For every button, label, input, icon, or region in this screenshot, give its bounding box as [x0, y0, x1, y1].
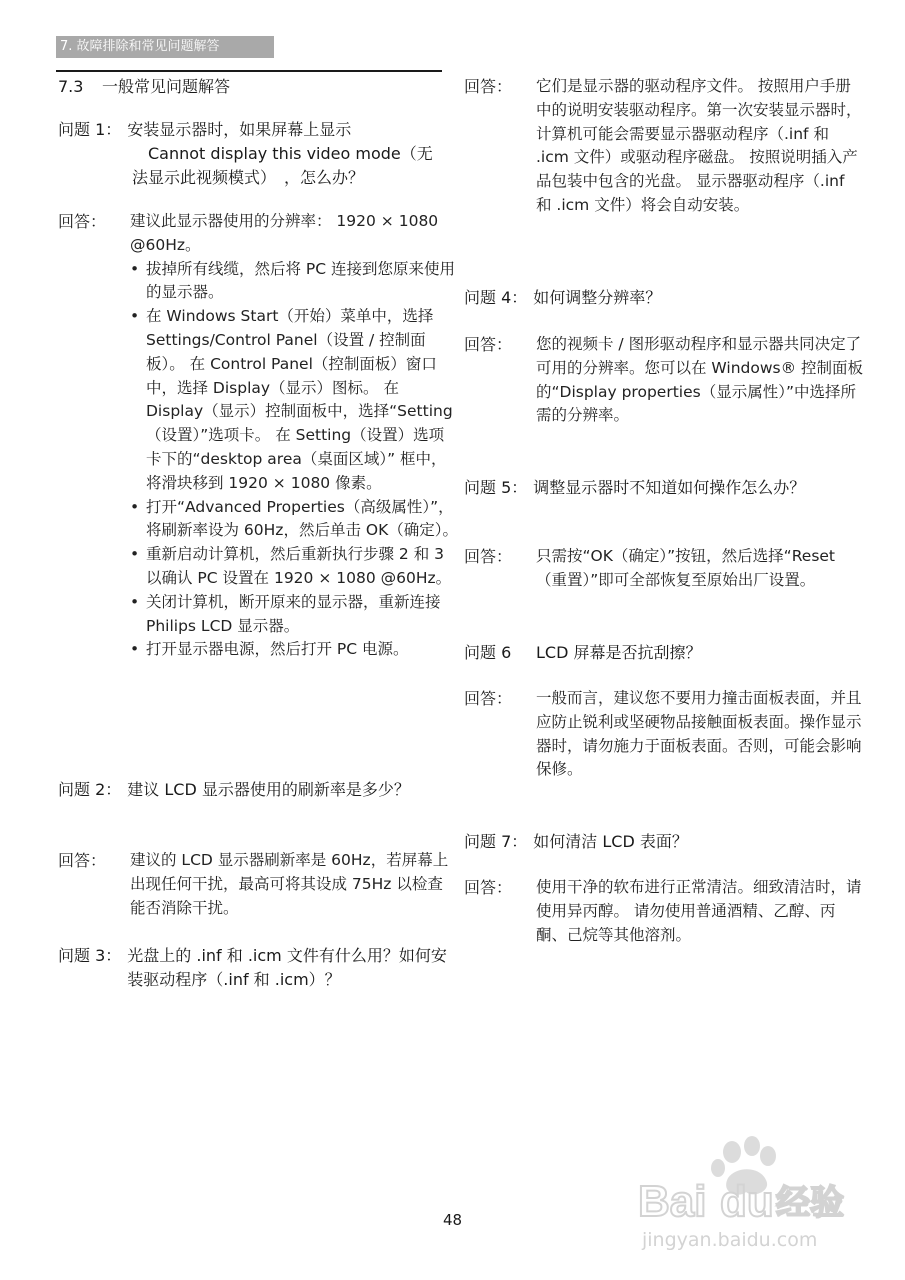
question-label: 问题 3： — [58, 946, 122, 965]
answer-3 — [464, 75, 864, 218]
answer-label: 回答： — [58, 212, 107, 231]
answer-6 — [464, 687, 864, 782]
answer-text: 一般而言，建议您不要用力撞击面板表面，并且应防止锐利或坚硬物品接触面板表面。操作显示器时，请勿施力于面板表面。否则，可能会影响保修。 — [536, 689, 862, 779]
question-label: 问题 4： — [464, 288, 528, 307]
baidu-watermark-logo — [636, 1132, 866, 1252]
question-text: 如何调整分辨率？ — [533, 288, 662, 307]
question-label: 问题 5： — [464, 478, 528, 497]
answer-label: 回答： — [464, 77, 513, 96]
question-1 — [58, 118, 458, 190]
question-text-line: 法显示此视频模式） ，怎么办？ — [132, 168, 365, 187]
chapter-tab: 7. 故障排除和常见问题解答 — [56, 36, 274, 58]
answer-text: 它们是显示器的驱动程序文件。 按照用户手册中的说明安装驱动程序。第一次安装显示器时，计算机可能会需要显示器驱动程序（.inf 和 .icm 文件）或驱动程序磁盘。 按照说明插入产品包装中包含的光盘。 显示器驱动程序（.inf 和 .icm 文件）将会自动安装。 — [536, 77, 862, 214]
question-text-line: Cannot display this video mode（无 — [148, 144, 433, 163]
question-text: 安装显示器时，如果屏幕上显示 — [127, 120, 352, 139]
answer-text: 您的视频卡 / 图形驱动程序和显示器共同决定了可用的分辨率。您可以在 Windows® 控制面板的“Display properties（显示属性）”中选择所需的分辨率。 — [536, 335, 864, 425]
answer-label: 回答： — [464, 335, 513, 354]
answer-1 — [58, 210, 458, 662]
question-2 — [58, 778, 458, 802]
question-3 — [58, 944, 458, 992]
section-title — [58, 76, 230, 98]
svg-text:Bai: Bai — [638, 1177, 707, 1226]
svg-text:jingyan.baidu.com: jingyan.baidu.com — [642, 1229, 818, 1251]
question-text: 光盘上的 .inf 和 .icm 文件有什么用？如何安装驱动程序（.inf 和 .icm）？ — [127, 946, 447, 989]
header-rule — [56, 70, 442, 72]
section-heading: 一般常见问题解答 — [102, 77, 231, 96]
answer-5 — [464, 545, 864, 593]
answer-label: 回答： — [464, 689, 513, 708]
list-item: • 关闭计算机，断开原来的显示器，重新连接 Philips LCD 显示器。 — [130, 591, 458, 639]
question-label: 问题 2： — [58, 780, 122, 799]
answer-7 — [464, 876, 864, 947]
question-7 — [464, 830, 864, 854]
question-5 — [464, 476, 864, 500]
section-number: 7.3 — [58, 77, 84, 96]
answer-2 — [58, 849, 458, 920]
answer-text: 使用干净的软布进行正常清洁。细致清洁时，请使用异丙醇。 请勿使用普通酒精、乙醇、丙酮、己烷等其他溶剂。 — [536, 878, 862, 944]
list-item: • 打开“Advanced Properties（高级属性）”，将刷新率设为 60Hz，然后单击 OK（确定）。 — [130, 496, 458, 544]
answer-text: 建议的 LCD 显示器刷新率是 60Hz，若屏幕上出现任何干扰，最高可将其设成 75Hz 以检查能否消除干扰。 — [130, 851, 449, 917]
question-text: 如何清洁 LCD 表面？ — [533, 832, 688, 851]
question-text: 调整显示器时不知道如何操作怎么办？ — [533, 478, 806, 497]
list-item: • 打开显示器电源，然后打开 PC 电源。 — [130, 638, 458, 662]
question-6 — [464, 641, 864, 665]
svg-text:du: du — [720, 1177, 774, 1226]
svg-text:经验: 经验 — [776, 1183, 844, 1223]
answer-text: 只需按“OK（确定）”按钮，然后选择“Reset（重置）”即可全部恢复至原始出厂设置。 — [536, 547, 836, 589]
answer-label: 回答： — [58, 851, 107, 870]
list-item: • 在 Windows Start（开始）菜单中，选择 Settings/Control Panel（设置 / 控制面板）。 在 Control Panel（控制面板）窗口中，选择 Display（显示）图标。 在 Display（显示）控制面板中，选择“Setting（设置）”选项卡。 在 Setting（设置）选项卡下的“desktop area（桌面区域）” 框中，将滑块移到 1920 × 1080 像素。 — [130, 305, 458, 495]
list-item: • 拔掉所有线缆，然后将 PC 连接到您原来使用的显示器。 — [130, 258, 458, 306]
answer-4 — [464, 333, 864, 428]
question-text: LCD 屏幕是否抗刮擦？ — [536, 643, 702, 662]
answer-steps — [130, 258, 458, 663]
answer-label: 回答： — [464, 547, 513, 566]
question-4 — [464, 286, 864, 310]
question-label: 问题 6 — [464, 643, 512, 662]
page-number: 48 — [442, 1211, 463, 1229]
list-item: • 重新启动计算机，然后重新执行步骤 2 和 3 以确认 PC 设置在 1920 × 1080 @60Hz。 — [130, 543, 458, 591]
question-text: 建议 LCD 显示器使用的刷新率是多少？ — [127, 780, 410, 799]
answer-label: 回答： — [464, 878, 513, 897]
answer-intro: 建议此显示器使用的分辨率： 1920 × 1080 @60Hz。 — [130, 212, 439, 254]
question-label: 问题 1： — [58, 120, 122, 139]
question-label: 问题 7： — [464, 832, 528, 851]
